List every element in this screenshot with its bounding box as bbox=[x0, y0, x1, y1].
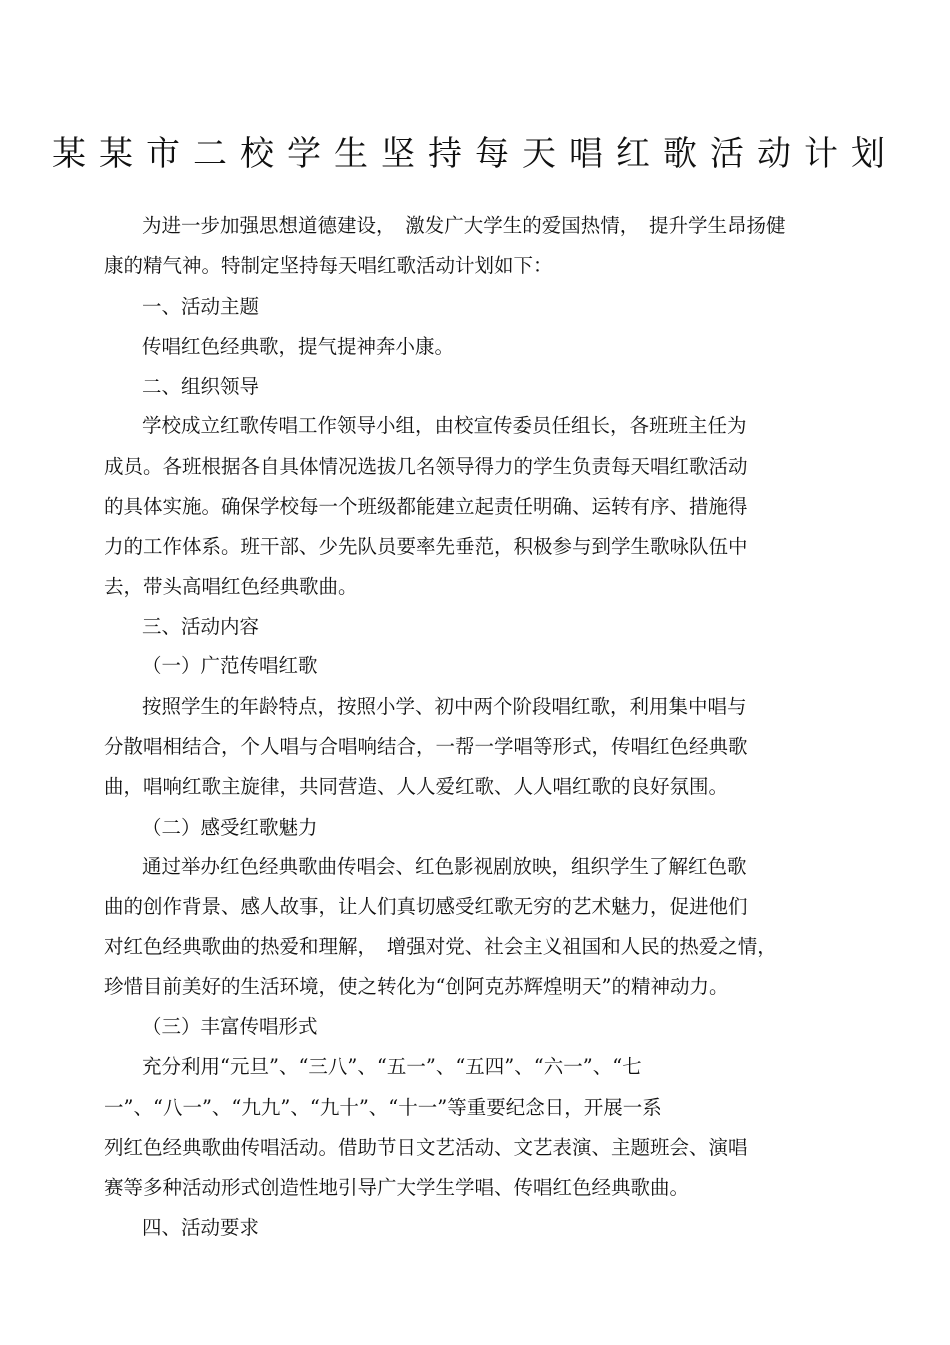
paragraph-line: 学校成立红歌传唱工作领导小组，由校宣传委员任组长，各班班主任为 bbox=[142, 414, 747, 437]
subsection-heading: （三）丰富传唱形式 bbox=[142, 1015, 318, 1038]
paragraph-line: 曲的创作背景、感人故事，让人们真切感受红歌无穷的艺术魅力，促进他们 bbox=[104, 895, 748, 918]
paragraph-line: 为进一步加强思想道德建设， 激发广大学生的爱国热情， 提升学生昂扬健 bbox=[142, 214, 786, 237]
paragraph-line: 分散唱相结合，个人唱与合唱响结合，一帮一学唱等形式，传唱红色经典歌 bbox=[104, 735, 748, 758]
subsection-heading: （一）广范传唱红歌 bbox=[142, 654, 318, 677]
section-heading: 二、组织领导 bbox=[142, 375, 260, 398]
paragraph-line: 的具体实施。确保学校每一个班级都能建立起责任明确、运转有序、措施得 bbox=[104, 495, 748, 518]
paragraph-line: 充分利用“元旦”、“三八”、“五一”、“五四”、“六一”、“七 bbox=[142, 1055, 642, 1078]
subsection-heading: （二）感受红歌魅力 bbox=[142, 816, 318, 839]
section-heading: 一、活动主题 bbox=[142, 295, 260, 318]
document-title: 某某市二校学生坚持每天唱红歌活动计划 bbox=[52, 134, 898, 174]
section-heading: 四、活动要求 bbox=[142, 1216, 260, 1239]
paragraph-line: 传唱红色经典歌，提气提神奔小康。 bbox=[142, 335, 455, 358]
paragraph-line: 康的精气神。特制定坚持每天唱红歌活动计划如下： bbox=[104, 254, 553, 277]
paragraph-line: 曲，唱响红歌主旋律，共同营造、人人爱红歌、人人唱红歌的良好氛围。 bbox=[104, 775, 729, 798]
paragraph-line: 列红色经典歌曲传唱活动。借助节日文艺活动、文艺表演、主题班会、演唱 bbox=[104, 1136, 748, 1159]
paragraph-line: 一”、“八一”、“九九”、“九十”、“十一”等重要纪念日，开展一系 bbox=[104, 1096, 662, 1119]
paragraph-line: 对红色经典歌曲的热爱和理解， 增强对党、社会主义祖国和人民的热爱之情， bbox=[104, 935, 777, 958]
paragraph-line: 珍惜目前美好的生活环境，使之转化为“创阿克苏辉煌明天”的精神动力。 bbox=[104, 975, 729, 998]
paragraph-line: 成员。各班根据各自具体情况选拔几名领导得力的学生负责每天唱红歌活动 bbox=[104, 455, 748, 478]
paragraph-line: 去，带头高唱红色经典歌曲。 bbox=[104, 575, 358, 598]
paragraph-line: 力的工作体系。班干部、少先队员要率先垂范，积极参与到学生歌咏队伍中 bbox=[104, 535, 748, 558]
paragraph-line: 赛等多种活动形式创造性地引导广大学生学唱、传唱红色经典歌曲。 bbox=[104, 1176, 690, 1199]
paragraph-line: 通过举办红色经典歌曲传唱会、红色影视剧放映，组织学生了解红色歌 bbox=[142, 855, 747, 878]
section-heading: 三、活动内容 bbox=[142, 615, 260, 638]
paragraph-line: 按照学生的年龄特点，按照小学、初中两个阶段唱红歌，利用集中唱与 bbox=[142, 695, 747, 718]
